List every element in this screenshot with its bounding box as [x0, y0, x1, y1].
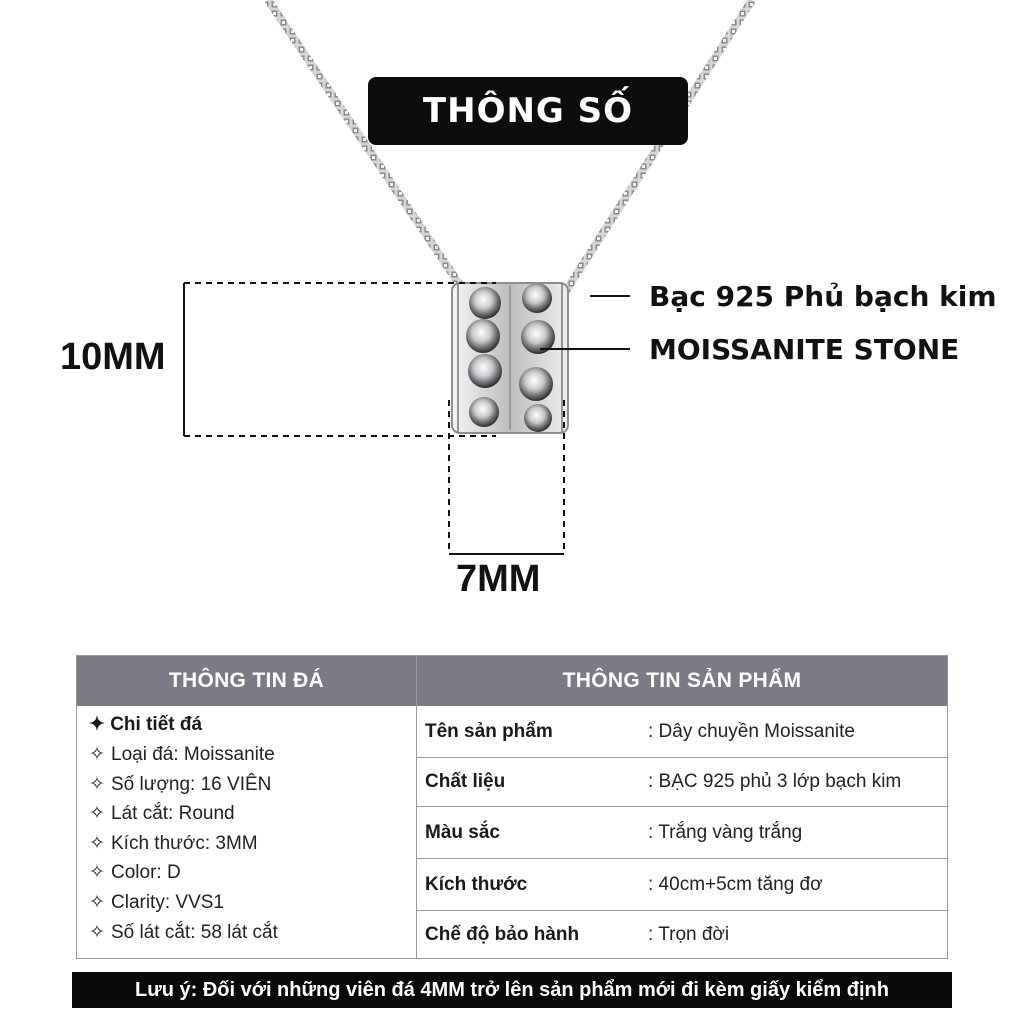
- spec-label: Chế độ bảo hành: [425, 923, 580, 945]
- sparkle-icon: ✧: [89, 744, 105, 765]
- table-row: [417, 807, 947, 859]
- sparkle-icon: ✧: [89, 862, 105, 884]
- sparkle-icon: ✧: [89, 891, 105, 913]
- spec-label: Màu sắc: [425, 821, 500, 843]
- product-info-table: [417, 655, 948, 959]
- table-row: [417, 911, 947, 958]
- height-dimension-label: 10MM: [60, 336, 166, 378]
- spec-value: : Trọn đời: [648, 923, 730, 945]
- sparkle-icon: ✧: [89, 832, 105, 854]
- sparkle-icon: ✧: [89, 921, 105, 943]
- chain-left: [268, 0, 470, 300]
- sparkle-icon: ✧: [89, 773, 105, 795]
- stone-detail-item: ✧ Kích thước: 3MM: [89, 829, 416, 859]
- page-title: THÔNG SỐ: [368, 77, 688, 145]
- table-row: [417, 706, 947, 758]
- product-info-header: THÔNG TIN SẢN PHẨM: [417, 656, 947, 706]
- stone-info-header: THÔNG TIN ĐÁ: [77, 656, 416, 706]
- stone-detail-item: ✧ Số lát cắt: 58 lát cắt: [89, 918, 416, 948]
- spec-value: : Trắng vàng trắng: [648, 821, 803, 843]
- spec-label: Tên sản phẩm: [425, 720, 553, 742]
- stone-info-table: [76, 655, 417, 959]
- stone-callout: MOISSANITE STONE: [649, 333, 960, 366]
- stone-detail-item: ✧ Số lượng: 16 VIÊN: [89, 770, 416, 800]
- table-row: [417, 859, 947, 911]
- sparkle-icon: ✧: [89, 803, 105, 825]
- spec-value: : Dây chuyền Moissanite: [648, 720, 855, 742]
- material-callout: Bạc 925 Phủ bạch kim: [649, 280, 997, 313]
- stone-detail-item: ✧ Clarity: VVS1: [89, 888, 416, 918]
- spec-value: : BẠC 925 phủ 3 lớp bạch kim: [648, 771, 902, 792]
- certification-note: Lưu ý: Đối với những viên đá 4MM trở lên sản phẩm mới đi kèm giấy kiểm định: [72, 972, 952, 1008]
- chain-right: [560, 0, 752, 300]
- table-row: [417, 758, 947, 807]
- stone-detail-item: ✧ Loại đá: Moissanite: [89, 740, 416, 770]
- spec-label: Chất liệu: [425, 771, 506, 792]
- stone-detail-item: ✧ Color: D: [89, 858, 416, 888]
- stone-detail-title: ✦ Chi tiết đá: [89, 714, 203, 735]
- pendant: [452, 283, 568, 433]
- spec-label: Kích thước: [425, 873, 528, 895]
- spec-value: : 40cm+5cm tăng đơ: [648, 873, 823, 895]
- width-dimension-label: 7MM: [456, 558, 541, 600]
- stone-detail-item: ✧ Lát cắt: Round: [89, 799, 416, 829]
